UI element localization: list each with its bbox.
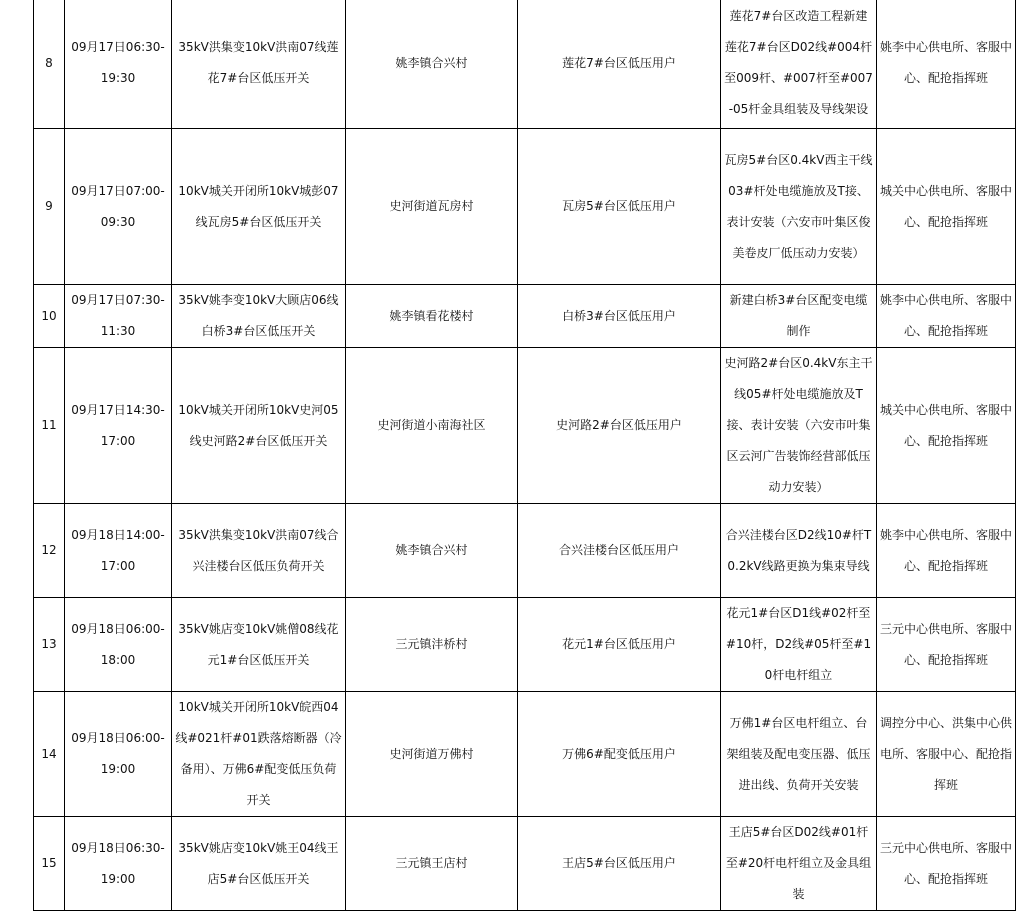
responsible-dept: 调控分中心、洪集中心供电所、客服中心、配抢指挥班 [877,692,1016,817]
row-number: 13 [34,598,65,692]
row-number: 12 [34,504,65,598]
responsible-dept: 姚李中心供电所、客服中心、配抢指挥班 [877,0,1016,129]
outage-line: 10kV城关开闭所10kV城彭07线瓦房5#台区低压开关 [172,129,346,285]
work-description: 合兴洼楼台区D2线10#杆T0.2kV线路更换为集束导线 [721,504,877,598]
outage-line: 35kV姚店变10kV姚僧08线花元1#台区低压开关 [172,598,346,692]
outage-area: 三元镇王店村 [346,817,518,911]
outage-time: 09月18日06:00-18:00 [65,598,172,692]
work-description: 瓦房5#台区0.4kV西主干线03#杆处电缆施放及T接、表计安装（六安市叶集区俊美卷皮厂低压动力安装） [721,129,877,285]
outage-time: 09月18日06:30-19:00 [65,817,172,911]
row-number: 9 [34,129,65,285]
outage-line: 35kV洪集变10kV洪南07线莲花7#台区低压开关 [172,0,346,129]
outage-area: 史河街道瓦房村 [346,129,518,285]
table-row [34,348,1016,504]
table-row [34,504,1016,598]
work-description: 莲花7#台区改造工程新建莲花7#台区D02线#004杆至009杆、#007杆至#007-05杆金具组装及导线架设 [721,0,877,129]
affected-users: 花元1#台区低压用户 [518,598,721,692]
outage-area: 史河街道小南海社区 [346,348,518,504]
row-number: 11 [34,348,65,504]
table-row [34,0,1016,129]
table-row [34,285,1016,348]
outage-time: 09月17日07:00-09:30 [65,129,172,285]
row-number: 14 [34,692,65,817]
work-description: 史河路2#台区0.4kV东主干线05#杆处电缆施放及T接、表计安装（六安市叶集区云河广告装饰经营部低压动力安装） [721,348,877,504]
table-row [34,692,1016,817]
outage-time: 09月17日07:30-11:30 [65,285,172,348]
outage-time: 09月17日14:30-17:00 [65,348,172,504]
row-number: 8 [34,0,65,129]
outage-area: 姚李镇合兴村 [346,0,518,129]
outage-time: 09月18日06:00-19:00 [65,692,172,817]
row-number: 10 [34,285,65,348]
work-description: 花元1#台区D1线#02杆至#10杆，D2线#05杆至#10杆电杆组立 [721,598,877,692]
table-row [34,817,1016,911]
responsible-dept: 姚李中心供电所、客服中心、配抢指挥班 [877,285,1016,348]
table-row [34,129,1016,285]
responsible-dept: 三元中心供电所、客服中心、配抢指挥班 [877,598,1016,692]
work-description: 万佛1#台区电杆组立、台架组装及配电变压器、低压进出线、负荷开关安装 [721,692,877,817]
outage-line: 35kV姚店变10kV姚王04线王店5#台区低压开关 [172,817,346,911]
outage-line: 35kV姚李变10kV大顾店06线白桥3#台区低压开关 [172,285,346,348]
outage-area: 史河街道万佛村 [346,692,518,817]
responsible-dept: 三元中心供电所、客服中心、配抢指挥班 [877,817,1016,911]
outage-line: 10kV城关开闭所10kV皖西04线#021杆#01跌落熔断器（冷备用）、万佛6#配变低压负荷开关 [172,692,346,817]
outage-time: 09月17日06:30-19:30 [65,0,172,129]
affected-users: 合兴洼楼台区低压用户 [518,504,721,598]
table-row [34,598,1016,692]
affected-users: 瓦房5#台区低压用户 [518,129,721,285]
affected-users: 白桥3#台区低压用户 [518,285,721,348]
work-description: 新建白桥3#台区配变电缆制作 [721,285,877,348]
outage-line: 10kV城关开闭所10kV史河05线史河路2#台区低压开关 [172,348,346,504]
responsible-dept: 姚李中心供电所、客服中心、配抢指挥班 [877,504,1016,598]
outage-schedule-table [33,0,1016,911]
affected-users: 史河路2#台区低压用户 [518,348,721,504]
row-number: 15 [34,817,65,911]
outage-line: 35kV洪集变10kV洪南07线合兴洼楼台区低压负荷开关 [172,504,346,598]
outage-area: 姚李镇合兴村 [346,504,518,598]
outage-area: 三元镇沣桥村 [346,598,518,692]
affected-users: 王店5#台区低压用户 [518,817,721,911]
responsible-dept: 城关中心供电所、客服中心、配抢指挥班 [877,129,1016,285]
affected-users: 万佛6#配变低压用户 [518,692,721,817]
outage-time: 09月18日14:00-17:00 [65,504,172,598]
affected-users: 莲花7#台区低压用户 [518,0,721,129]
responsible-dept: 城关中心供电所、客服中心、配抢指挥班 [877,348,1016,504]
outage-area: 姚李镇看花楼村 [346,285,518,348]
work-description: 王店5#台区D02线#01杆至#20杆电杆组立及金具组装 [721,817,877,911]
